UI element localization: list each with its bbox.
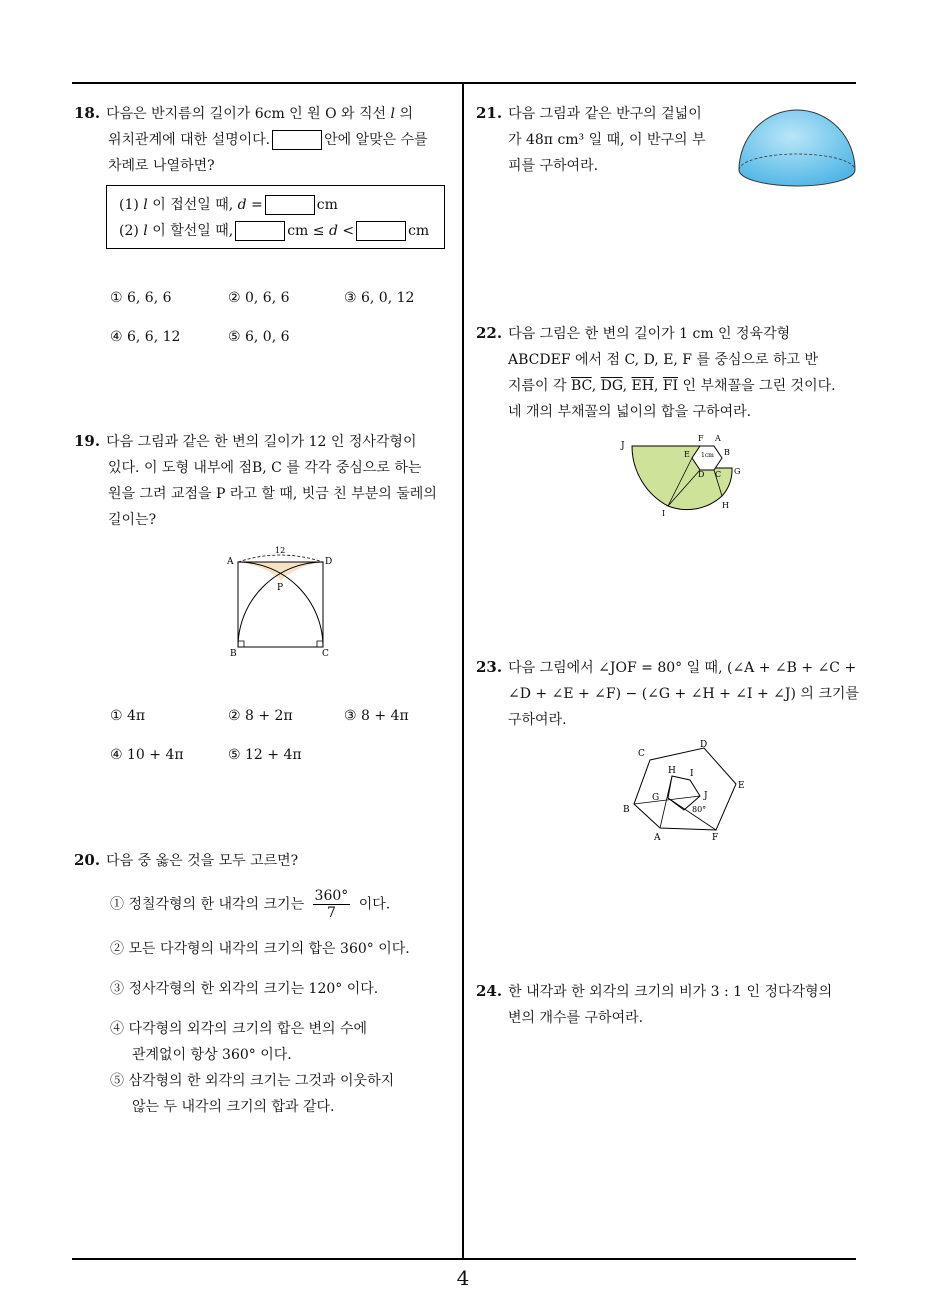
label-length: 12 (275, 546, 286, 555)
choice-5[interactable]: ⑤ 삼각형의 한 외각의 크기는 그것과 이웃하지 않는 두 내각의 크기의 합과 같다. (110, 1073, 395, 1115)
label-a: A (227, 557, 234, 567)
hemisphere-figure (736, 104, 858, 190)
choice-1[interactable]: ① 정칠각형의 한 내각의 크기는 $\frac{360^\circ}{7}$ 이다. (110, 888, 391, 921)
outer-polygon (634, 748, 736, 830)
question-21: 21. 다음 그림과 같은 반구의 겉넓이 가 48π cm³ 일 때, 이 반구의 부 피를 구하여라. (476, 104, 706, 174)
choice-1[interactable]: ① 6, 6, 6 (110, 290, 172, 306)
label-length: 1cm (701, 452, 714, 459)
answer-blank (356, 221, 406, 241)
fraction: $\frac{360^\circ}{7}$ (314, 888, 349, 921)
choice-4[interactable]: ④ 6, 6, 12 (110, 329, 181, 345)
label-p: P (277, 583, 284, 593)
label-a: A (654, 833, 661, 842)
question-number: 22. (476, 324, 503, 342)
question-number: 20. (74, 851, 101, 869)
choice-1[interactable]: ① 4π (110, 708, 146, 724)
choice-2[interactable]: ② 0, 6, 6 (228, 290, 290, 306)
question-18 (74, 100, 458, 179)
choice-3[interactable]: ③ 6, 0, 12 (344, 290, 415, 306)
dashed-top-arc (238, 555, 323, 562)
top-rule (72, 82, 856, 84)
column-divider (462, 83, 464, 1259)
page-number: 4 (456, 1266, 470, 1290)
shaded-region (238, 562, 323, 580)
answer-blank (272, 130, 322, 150)
label-d: D (700, 740, 708, 750)
label-g: G (734, 467, 741, 476)
q19-figure (222, 540, 342, 662)
choice-2[interactable]: ② 모든 다각형의 내각의 크기의 합은 360° 이다. (110, 941, 410, 957)
hemisphere-dome (739, 110, 855, 186)
q22-figure (618, 430, 750, 520)
label-f: F (698, 434, 704, 443)
label-g: G (652, 793, 660, 803)
label-a: A (715, 434, 721, 443)
label-j: J (621, 441, 625, 451)
bottom-rule (72, 1258, 856, 1260)
label-f: F (712, 833, 719, 842)
label-i: I (662, 509, 666, 518)
label-h: H (668, 766, 676, 776)
choice-3[interactable]: ③ 8 + 4π (344, 708, 409, 724)
label-d: D (698, 470, 705, 479)
label-b: B (623, 805, 630, 815)
q18-condition-box (106, 185, 445, 249)
label-b: B (230, 649, 237, 659)
choice-4[interactable]: ④ 10 + 4π (110, 747, 184, 763)
label-b: B (724, 448, 730, 457)
label-d: D (325, 557, 333, 567)
label-c: C (322, 649, 329, 659)
choice-3[interactable]: ③ 정사각형의 한 외각의 크기는 120° 이다. (110, 981, 379, 997)
answer-blank (265, 195, 315, 215)
question-19: 19. 다음 그림과 같은 한 변의 길이가 12 인 정사각형이 있다. 이 도형 내부에 점B, C 를 각각 중심으로 하는 원을 그려 교점을 P 라고 할 때, 빗금 친 부분의 둘레의 길이는? (74, 432, 437, 528)
condition-1: (1) l 이 접선일 때, d = cm (119, 197, 338, 213)
q18-line-2: 위치관계에 대한 설명이다. 안에 알맞은 수를 (108, 132, 428, 148)
q18-line-3: 차례로 나열하면? (108, 158, 215, 174)
question-number: 19. (74, 432, 101, 450)
question-24: 24. 한 내각과 한 외각의 크기의 비가 3 : 1 인 정다각형의 변의 개수를 구하여라. (476, 982, 833, 1026)
question-number: 18. (74, 104, 101, 122)
label-h: H (722, 501, 729, 510)
choice-5[interactable]: ⑤ 6, 0, 6 (228, 329, 290, 345)
question-number: 21. (476, 104, 503, 122)
label-j: J (704, 791, 708, 801)
label-e: E (738, 781, 745, 791)
question-number: 23. (476, 658, 503, 676)
choice-5[interactable]: ⑤ 12 + 4π (228, 747, 302, 763)
question-23: 23. 다음 그림에서 ∠JOF = 80° 일 때, (∠A + ∠B + ∠C + ∠D + ∠E + ∠F) − (∠G + ∠H + ∠I + ∠J) 의 크기를 구하여라. (476, 658, 859, 728)
choice-2[interactable]: ② 8 + 2π (228, 708, 293, 724)
label-c: C (638, 749, 645, 759)
answer-blank (235, 221, 285, 241)
label-i: I (690, 769, 694, 779)
q18-line-1: 18. 다음은 반지름의 길이가 6cm 인 원 O 와 직선 l 의 (74, 104, 413, 122)
question-number: 24. (476, 982, 503, 1000)
question-20: 20. 다음 중 옳은 것을 모두 고르면? (74, 851, 299, 869)
label-c: C (715, 470, 722, 479)
label-e: E (684, 450, 690, 459)
label-angle: 80° (692, 805, 707, 814)
condition-2: (2) l 이 할선일 때, cm ≤ d < cm (119, 223, 430, 239)
choice-4[interactable]: ④ 다각형의 외각의 크기의 합은 변의 수에 관계없이 항상 360° 이다. (110, 1021, 368, 1063)
question-22: 22. 다음 그림은 한 변의 길이가 1 cm 인 정육각형 ABCDEF 에서 점 C, D, E, F 를 중심으로 하고 반 지름이 각 $\overline{BC}$, $\overline{DG}$, $\overline{EH}$, $\overline{FI}$ 인 부채꼴을 그린 것이다. 네 개의 부채꼴의 넓이의 합을 구하여라. (476, 324, 836, 420)
q23-figure (620, 740, 750, 842)
